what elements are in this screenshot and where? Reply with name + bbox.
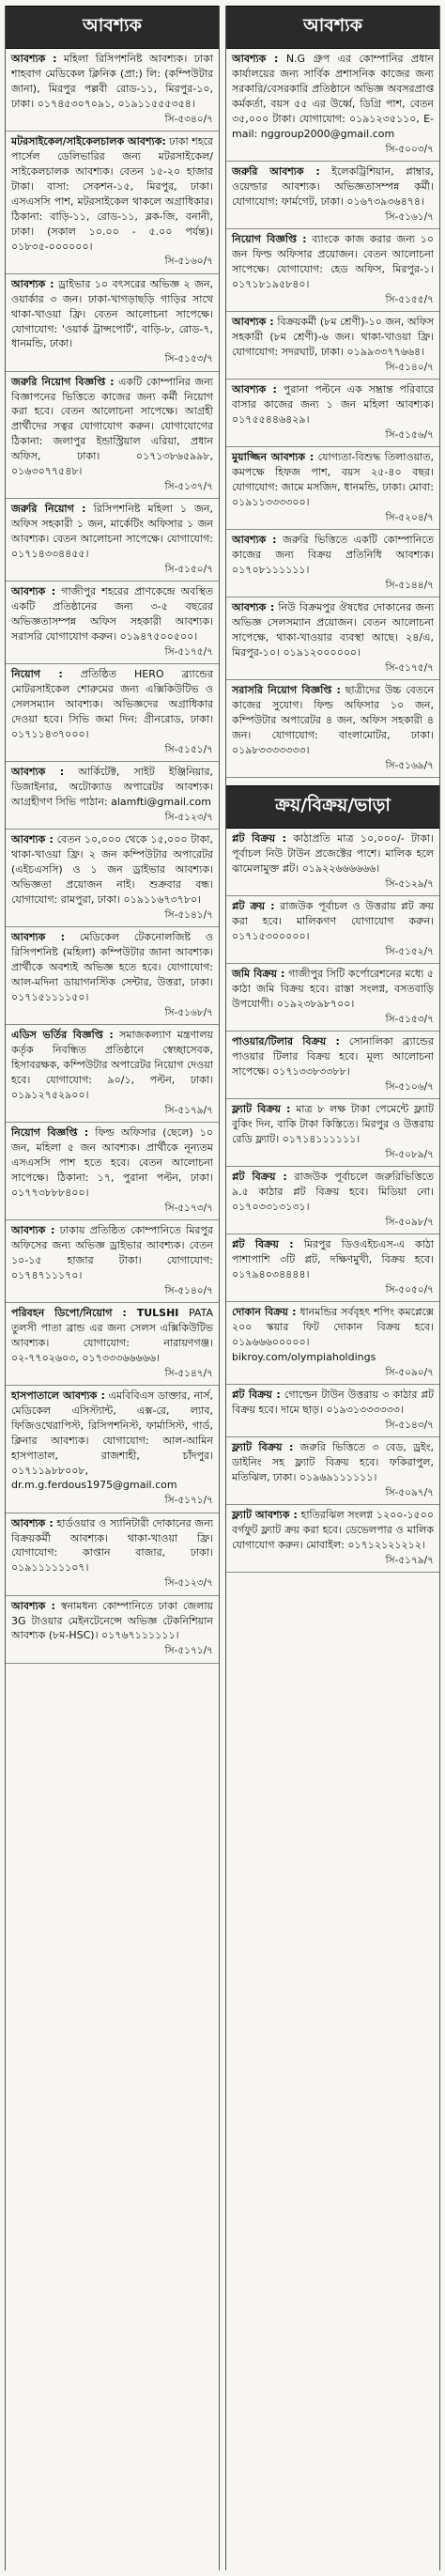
ad-heading: আবশ্যক :	[232, 533, 277, 546]
ad-heading: নিয়োগ বিজ্ঞপ্তি :	[232, 232, 307, 245]
left-column	[5, 6, 220, 2570]
ad-code: সি-৫১৪০/৭	[385, 361, 434, 373]
ad-code: সি-৫১৫২/৭	[385, 945, 434, 957]
section-header-jobs-right: আবশ্যক	[226, 6, 439, 49]
ad-heading: আবশ্যক :	[11, 1599, 55, 1612]
classified-ad	[6, 927, 219, 1025]
ad-text: হার্ডওয়ার ও স্যানিটারী দোকানের জন্য বিক্রয়কর্মী আবশ্যক। থাকা-খাওয়া ফ্রি। যোগাযোগ: কাপ্তান বাজার, ঢাকা। ০১৯১১১১১১০৭।	[11, 1516, 214, 1575]
ad-text: আর্কিটেক্ট, সাইট ইঞ্জিনিয়ার, ডিজাইনার, অটোক্যাড অপারেটর আবশ্যক। আগ্রহীগণ সিভি পাঠান: alamfti@gmail.com	[11, 766, 214, 809]
right-column	[225, 6, 440, 2570]
ad-text: ফিল্ড অফিসার (ছেলে) ১০ জন, মহিলা ৫ জন আবশ্যক। প্রার্থীকে নূন্যতম এসএসসি পাশ হতে হবে। বেতন আলোচনা সাপেক্ষে। ঠিকানা: ১৭, পুরানা পল্টন, ঢাকা। ০১৭৭৩৮৮৮৪০০।	[11, 1125, 213, 1199]
ad-text: জরুরি ভিত্তিতে ৩ বেড, ড্রইং, ডাইনিং সহ ফ্ল্যাট বিক্রয় হবে। ফকিরাপুল, মতিঝিল, ঢাকা। ০১৯৬৯১১১১১১।	[232, 1441, 434, 1483]
classified-ad	[6, 274, 219, 372]
ad-code: সি-৫২০৪/৭	[385, 511, 434, 523]
ad-code: সি-৫১৭৩/৭	[164, 1202, 213, 1214]
classified-ad	[226, 964, 439, 1032]
ad-code: সি-৫১০৬/৭	[385, 1080, 434, 1093]
ad-heading: এডিস ভর্তির বিজ্ঞপ্তি :	[11, 1029, 114, 1042]
ad-heading: প্লট বিক্রয় :	[232, 1388, 281, 1401]
ad-code: সি-৫১৪৩/৭	[385, 1419, 434, 1431]
classified-ad	[226, 312, 439, 380]
ad-heading: প্লট ক্রয় :	[232, 899, 275, 912]
ad-heading: প্লট বিক্রয় :	[232, 1237, 294, 1250]
ad-heading: আবশ্যক :	[11, 833, 54, 846]
ad-text: রিসিপশনিষ্ট মহিলা ১ জন, অফিস সহকারী ১ জন, মার্কেটিং অফিসার ১ জন আবশ্যক। বেতন আলোচনা সাপেক্ষে। যোগাযোগ: ০১৭১৪৩৩৪৪৫৫।	[11, 503, 213, 561]
right-ads2-list	[226, 829, 439, 1573]
classified-ad	[6, 830, 219, 927]
ad-heading: দোকান বিক্রয় :	[232, 1306, 297, 1318]
classified-ad	[6, 1123, 219, 1220]
classified-ad	[226, 680, 439, 778]
ad-heading: আবশ্যক :	[11, 1516, 54, 1529]
ad-heading: ফ্ল্যাট আবশ্যক :	[232, 1509, 298, 1522]
ad-text: স্বনামধন্য কোম্পানিতে ঢাকা জেলায় 3G টাওয়ার মেইনটেনেন্সে অভিজ্ঞ টেকনিশিয়ান আবশ্যক (৮ম-HSC)। ০১৭৬৭১১১১১১।	[11, 1599, 214, 1642]
classified-ad	[6, 1513, 219, 1596]
ad-code: সি-৫০৮৯/৭	[385, 1148, 434, 1160]
ad-text: মেডিকেল টেকনোলজিষ্ট ও রিসিপশনিষ্ট (মহিলা) কম্পিউটার জানা আবশ্যক। প্রার্থীকে অবশ্যই অভিজ্ঞ হতে হবে। যোগাযোগ: আল-মদিনা ডায়াগনস্টিক সেন্টার, উত্তরা, ঢাকা। ০১৭১৫১১১১৫০।	[11, 931, 214, 1003]
classified-ad	[226, 829, 439, 896]
ad-code: সি-৫১২৩/৭	[164, 812, 213, 824]
classified-ad	[226, 49, 439, 162]
ad-heading: আবশ্যক :	[11, 766, 65, 779]
classified-ad	[6, 1303, 219, 1386]
ad-text: প্রতিষ্ঠিত HERO ব্র্যান্ডের মোটরসাইকেল শোরুমের জন্য এক্সিকিউটিভ ও সেলসম্যান আবশ্যক। অভিজ্ঞদের অগ্রাধিকার দেওয়া হবে। সিভি জমা দিন: গ্রীনরোড, ঢাকা। ০১৭১১৪৩৭০০০।	[11, 668, 213, 741]
ad-text: ব্যাংকে কাজ করার জন্য ১০ জন ফিল্ড অফিসার প্রয়োজন। বেতন আলোচনা সাপেক্ষে। যোগাযোগ: হেড অফিস, মিরপুর-১। ০১৭১৮১৯৫৮৪০।	[232, 232, 434, 290]
ad-text: বিক্রয়কর্মী (৮ম শ্রেণী)-১০ জন, অফিস সহকারী (৮ম শ্রেণী)-৬ জন। থাকা-খাওয়া ফ্রি। যোগাযোগ: সদরঘাট, ঢাকা। ০১৯৯৩৩৭৭৬৬৪।	[232, 315, 435, 358]
ad-heading: নিয়োগ :	[11, 668, 63, 681]
classified-ad	[226, 1302, 439, 1385]
ad-text: একটি কোম্পানির জন্য বিজ্ঞাপনের ভিত্তিতে কাজের জন্য কর্মী নিয়োগ করা হবে। বেতন আলোচনা সাপেক্ষে। আগ্রহী প্রার্থীদের সত্বর যোগাযোগ করুন। যোগাযোগের ঠিকানা: জলাপুর ইন্ডাস্ট্রিয়াল এরিয়া, প্রধান অফিস, ঢাকা। ০১৭১৩৮৬৫৯৯৮, ০১৬৩০৭৭৫৪৮।	[11, 375, 213, 478]
ad-heading: আবশ্যক :	[11, 1223, 55, 1236]
ad-code: সি-৫১২৩/৭	[164, 1577, 213, 1590]
classified-ad	[226, 1505, 439, 1573]
ad-heading: নিয়োগ বিজ্ঞপ্তি :	[11, 1125, 89, 1139]
classified-ad	[6, 49, 219, 132]
classified-ad	[226, 597, 439, 680]
ad-heading: হাসপাতালে আবশ্যক :	[11, 1389, 105, 1402]
classified-ad	[226, 162, 439, 229]
ad-text: সোনালিকা ব্র্যান্ডের পাওয়ার টিলার বিক্রয় হবে। মূল্য আলোচনা সাপেক্ষে। ০১৭১৩৩৮৩৩৮৮।	[232, 1034, 434, 1078]
ad-heading: আবশ্যক :	[232, 315, 274, 328]
ad-code: সি-৫১৫৫/৭	[385, 293, 434, 305]
classified-ad	[226, 229, 439, 312]
ad-code: সি-৫১৭১/৭	[164, 1495, 213, 1507]
ad-text: যোগ্যতা-বিশুদ্ধ তিলাওয়াত, কমপক্ষে হিফজ পাশ, বয়স ২৫-৪০ বছর। যোগাযোগ: জামে মসজিদ, ধানমন্ডি, ঢাকা। মোবা: ০১৯১১৩৩৩৩০০।	[232, 450, 434, 508]
classified-ad	[226, 1234, 439, 1302]
ad-text: গাজীপুর সিটি কর্পোরেশনের মধ্যে ৫ কাঠা জমি বিক্রয় হবে। রাস্তা সংলগ্ন, বসতবাড়ি উপযোগী। ০১৯২৩৮৯৮৭০০।	[232, 967, 435, 1010]
ad-code: সি-৫১৭৫/৭	[385, 661, 434, 674]
column-filler	[226, 1573, 439, 2570]
ad-code: সি-৫১৫০/৭	[164, 564, 213, 576]
ad-text: নিউ বিক্রমপুর ঔষধের দোকানের জন্য অভিজ্ঞ সেলসম্যান প্রয়োজন। বেতন আলোচনা সাপেক্ষে, থাকা-খাওয়ার ব্যবস্থা আছে। ২৪/এ, মিরপুর-১০। ০১৯১২০০০০০০।	[232, 600, 435, 659]
ad-text: PATA তুলসী পাতা ব্রান্ড এর জন্য সেলস এক্সিকিউটিভ আবশ্যক। যোগাযোগ: নারায়ণগঞ্জ। ০২-৭৭০২৬০৩, ০১৭৩৩৩৬৬৬৬৬।	[11, 1306, 213, 1364]
classified-ad	[226, 380, 439, 447]
ad-heading: আবশ্যক :	[11, 53, 57, 65]
classified-ad	[226, 530, 439, 597]
ad-text: ঢাকায় প্রতিষ্ঠিত কোম্পানিতে মিরপুর অফিসের জন্য অভিজ্ঞ ড্রাইভার আবশ্যক। বেতন ১০-১৫ হাজার টাকা। যোগাযোগ: ০১৭৪৭১১১৭০।	[11, 1223, 213, 1281]
ad-text: গাজীপুর শহরের প্রাণকেন্দ্রে অবস্থিত একটি প্রতিষ্ঠানের জন্য ৩-৫ বছরের অভিজ্ঞতাসম্পন্ন অফিস সহকারী আবশ্যক। সরাসরি যোগাযোগ করুন। ০১৯৪৭৫০০৫০০।	[11, 585, 213, 644]
ad-code: সি-৫১৪৪/৭	[385, 579, 434, 591]
ad-text: মাত্র ৮ লক্ষ টাকা পেমেন্টে ফ্ল্যাট বুকিং দিন, বাকি টাকা কিস্তিতে। মিরপুর ও উত্তরায় রেডি ফ্ল্যাট। ০১৭১৪১১১১১১।	[232, 1102, 434, 1145]
ad-code: সি-৫১৭৫/৭	[164, 646, 213, 659]
right-ads-list	[226, 49, 439, 778]
section-header-buy-sell-rent: ক্রয়/বিক্রয়/ভাড়া	[226, 785, 439, 829]
ad-code: সি-৫১৭১/৭	[164, 1645, 213, 1657]
ad-heading: প্লট বিক্রয় :	[232, 831, 287, 845]
ad-heading: প্লট বিক্রয় :	[232, 1170, 287, 1183]
classified-ad	[226, 447, 439, 530]
ad-code: সি-৫১৫৩/৭	[385, 1013, 434, 1025]
ad-code: সি-৫১৪১/৭	[164, 908, 213, 921]
ad-heading: আবশ্যক :	[11, 585, 56, 598]
classified-ad	[6, 1025, 219, 1123]
ad-text: জরুরি ভিত্তিতে একটি কোম্পানিতে কাজের জন্য বিক্রয় প্রতিনিধি আবশ্যক। ০১৭০৮১১১১১১।	[232, 533, 435, 576]
ad-code: সি-৫০৫০/৭	[385, 1283, 434, 1296]
ad-text: গোল্ডেন টাউন উত্তরায় ৩ কাঠার প্লট বিক্রয় হবে। দামে ছাড়। ০১৯৩১৩৩৩৩৩৩।	[232, 1388, 435, 1416]
ad-code: সি-৫১৫৬/৭	[385, 428, 434, 441]
ad-heading: জমি বিক্রয় :	[232, 967, 285, 980]
classified-ad	[226, 896, 439, 964]
ad-text: ঢাকা শহরে পার্সেল ডেলিভারির জন্য মটরসাইকেল/সাইকেলচালক আবশ্যক। বেতন ১৫-২০ হাজার টাকা। বাসা: সেকশন-১৫, মিরপুর, ঢাকা। এসএসসি পাশ, মটরসাইকেল থাকলে অগ্রাধিকার। ঠিকানা: বাড়ি-১১, রোড-১১, ব্লক-জি, বনানী, ঢাকা। (সকাল ১০.০০ - ৫.০০ পর্যন্ত)। ০১৮৩৫-০০০০০০।	[11, 134, 213, 253]
classified-ad	[6, 1386, 219, 1513]
ad-text: N.G গ্রুপ এর কোম্পানির প্রধান কার্যালয়ের জন্য সার্বিক প্রশাসনিক কাজের জন্য সরকারি/বেসরকারি প্রতিষ্ঠানে অভিজ্ঞ অবসরপ্রাপ্ত কর্মকর্তা, বয়স ৫৫ এর উর্ধ্বে, ডিগ্রি পাশ, বেতন ৩৫,০০০ টাকা। যোগাযোগ: ০১৯১২৩৫১১০, E-mail: nggroup2000@gmail.com	[232, 53, 434, 140]
ad-text: বেতন ১০,০০০ থেকে ১৫,০০০ টাকা, থাকা-খাওয়া ফ্রি। ২ জন কম্পিউটার অপারেটর (এইচএসসি) ও ১ জন ড্রাইভার আবশ্যক। অভিজ্ঞতা প্রয়োজন নাই। শুক্রবার বন্ধ। যোগাযোগ: রামপুরা, ঢাকা। ০১৯১১৬৭৩৭৮০।	[11, 833, 213, 906]
ad-code: সি-৫৩৪০/৭	[164, 113, 213, 125]
left-ads-list	[6, 49, 219, 1664]
classified-ad	[226, 1167, 439, 1234]
ad-code: সি-৫১৬০/৭	[164, 256, 213, 268]
ad-heading: ফ্ল্যাট বিক্রয় :	[232, 1102, 291, 1115]
ad-code: সি-৫১৭৯/৭	[164, 1104, 213, 1116]
classified-ad	[226, 1099, 439, 1167]
ad-code: সি-৫০৯৮/৭	[385, 1216, 434, 1228]
ad-code: সি-৫১৫৩/৭	[164, 353, 213, 365]
classified-ad	[6, 372, 219, 500]
ad-text: সমাজকল্যাণ মন্ত্রণালয় কর্তৃক নিবন্ধিত প্রতিষ্ঠানে স্বেচ্ছাসেবক, হিসাবরক্ষক, কম্পিউটার অপারেটর নিয়োগ দেওয়া হবে। যোগাযোগ: ৯০/১, পল্টন, ঢাকা। ০১৯১২৭৫২৯০০।	[11, 1029, 213, 1101]
ad-code: সি-৫১৬৯/৭	[385, 759, 434, 771]
classified-ad	[6, 132, 219, 274]
ad-text: পুরানা পল্টনে এক সম্ভ্রান্ত পরিবারে বাসার কাজের জন্য ১ জন মহিলা আবশ্যক। ০১৭৫৫৪৪৬৪২৯।	[232, 382, 435, 426]
ad-text: রাজউক পূর্বাচল ও উত্তরায় প্লট ক্রয় করা হবে। মালিকগণ যোগাযোগ করুন। ০১৭১৫৩০০০০০।	[232, 899, 434, 942]
ad-text: মহিলা রিসিপশনিষ্ট আবশ্যক। ঢাকা শাহবাগ মেডিকেল ক্লিনিক (প্রা:) লি: (কম্পিউটার জানা), মিরপুর পল্লবী রোড-১১, মিরপুর-১০, ঢাকা। ০১৭৪৫৩০৭০৯১, ০১৯১১৫৫৫৩৫৪।	[11, 53, 213, 110]
classified-ad	[6, 1220, 219, 1303]
ad-text: মিরপুর ডিওএইচএস-এ কাঠা পাশাপাশি ৩টি প্লট, দক্ষিণমুখী, বিক্রয় হবে। ০১৭৯৪০৩৪৪৪৪।	[232, 1237, 435, 1280]
ad-text: রাজউক পূর্বাচলে জরুরিভিত্তিতে ৯.৫ কাঠার প্লট বিক্রয় হবে। মিডিয়া নো। ০১৭০৩৩১৩১৩১।	[232, 1170, 434, 1213]
ad-heading: সরাসরি নিয়োগ বিজ্ঞপ্তি :	[232, 683, 341, 696]
ad-text: এমবিবিএস ডাক্তার, নার্স, মেডিকেল এসিস্ট্যান্ট, এক্স-রে, ল্যাব, ফিজিওথেরাপিস্ট, রিসিপশনিস্ট, ফার্মাসিস্ট, গার্ড, ক্লিনার আবশ্যক। যোগাযোগ: আল-আমিন হাসপাতাল, রাজশাহী, চাঁদপুর। ০১৭১১৯৮৮০০৮, dr.m.g.ferdous1975@gmail.com	[11, 1389, 214, 1492]
ad-code: সি-৫০০৩/৭	[385, 143, 434, 155]
ad-heading: পরিবহন ডিপো/নিয়োগ : TULSHI	[11, 1306, 179, 1319]
classified-ad	[6, 762, 219, 830]
ad-heading: পাওয়ার/টিলার বিক্রয় :	[232, 1034, 340, 1047]
ad-heading: জরুরি নিয়োগ বিজ্ঞপ্তি :	[11, 375, 115, 388]
ad-heading: মুয়াজ্জিন আবশ্যক :	[232, 450, 315, 463]
ad-heading: আবশ্যক :	[11, 277, 54, 290]
ad-code: সি-৫১৪৭/৭	[164, 1367, 213, 1379]
ad-text: ছাত্রীদের উচ্চ বেতনে কাজের সুযোগ। ফিল্ড অফিসার ১০ জন, কম্পিউটার অপারেটর ৪ জন, অফিস সহকারী ৪ জন। যোগাযোগ: বাংলামোটর, ঢাকা। ০১৯৮৩৩৩৩৩৩৩।	[232, 683, 435, 756]
ad-heading: আবশ্যক :	[11, 931, 65, 944]
ad-text: ইলেকট্রিশিয়ান, প্লাম্বার, ওয়েল্ডার আবশ্যক। অভিজ্ঞতাসম্পন্ন কর্মী। যোগাযোগ: ফার্মগেট, ঢাকা। ০১৬৭৩৯৩৬৪৭৪।	[232, 164, 434, 208]
ad-text: ধানমন্ডির সর্ববৃহৎ শপিং কমপ্লেক্সে ২০০ স্কয়ার ফিট দোকান বিক্রয় হবে। ০১৯৬৬৬০০০০০। bikroy.com/olympiaholdings	[232, 1306, 435, 1363]
ad-heading: আবশ্যক :	[232, 53, 279, 65]
ad-code: সি-৫১৭৯/৭	[385, 1554, 434, 1566]
ad-text: কাঠাপ্রতি মাত্র ১০,০০০/- টাকা। পূর্বাচল নিউ টাউন প্রজেক্টের পাশে। মালিক হলে ঝামেলামুক্ত প্লট। ০১৯২২৬৬৬৬৬৬।	[232, 831, 435, 875]
classified-ad	[226, 1032, 439, 1099]
classified-ad	[6, 1596, 219, 1664]
ad-code: সি-৫১৪০/৭	[164, 1284, 213, 1296]
classified-ad	[6, 582, 219, 664]
ad-text: ড্রাইভার ১০ বৎসরের অভিজ্ঞ ২ জন, ওয়ার্কার ৩ জন। ঢাকা-খাগড়াছড়ি গাড়ির সাথে থাকা-খাওয়া ফ্রি। বেতন আলোচনা সাপেক্ষে। যোগাযোগ: 'ওয়ার্ক ট্রান্সপোর্ট', বাড়ি-৮, রোড-৭, ধানমন্ডি, ঢাকা।	[11, 277, 214, 350]
ad-heading: জরুরি নিয়োগ :	[11, 503, 86, 516]
ad-heading: ফ্ল্যাট বিক্রয় :	[232, 1441, 294, 1454]
classified-ad	[6, 664, 219, 762]
ad-code: সি-৫০৯০/৭	[385, 1366, 434, 1378]
section-header-jobs-left: আবশ্যক	[6, 6, 219, 49]
column-filler	[6, 1664, 219, 2570]
ad-code: সি-৫১৫১/৭	[164, 744, 213, 755]
ad-code: সি-৫১৬১/৭	[385, 210, 434, 223]
ad-heading: আবশ্যক :	[232, 600, 275, 613]
classified-ad	[6, 499, 219, 582]
ad-code: সি-৫১২৯/৭	[385, 877, 434, 890]
ad-code: সি-৫১৬৮/৭	[164, 1006, 213, 1018]
ad-heading: মটরসাইকেল/সাইকেলচালক আবশ্যক:	[11, 134, 166, 147]
classified-ad	[226, 1385, 439, 1437]
ad-heading: জরুরি আবশ্যক :	[232, 164, 320, 178]
ad-heading: আবশ্যক :	[232, 382, 277, 396]
ad-text: হাতিরঝিল সংলগ্ন ১২০০-১৫০০ বর্গফুট ফ্ল্যাট ক্রয় করা হবে। ডেভেলপার ও মালিক যোগাযোগ করুন। মোবাইল: ০১৭১২১২১২১২।	[232, 1509, 434, 1551]
classified-ad	[226, 1437, 439, 1505]
ad-code: সি-৫০৯৭/৭	[385, 1486, 434, 1498]
ad-code: সি-৫১৩৭/৭	[164, 481, 213, 493]
